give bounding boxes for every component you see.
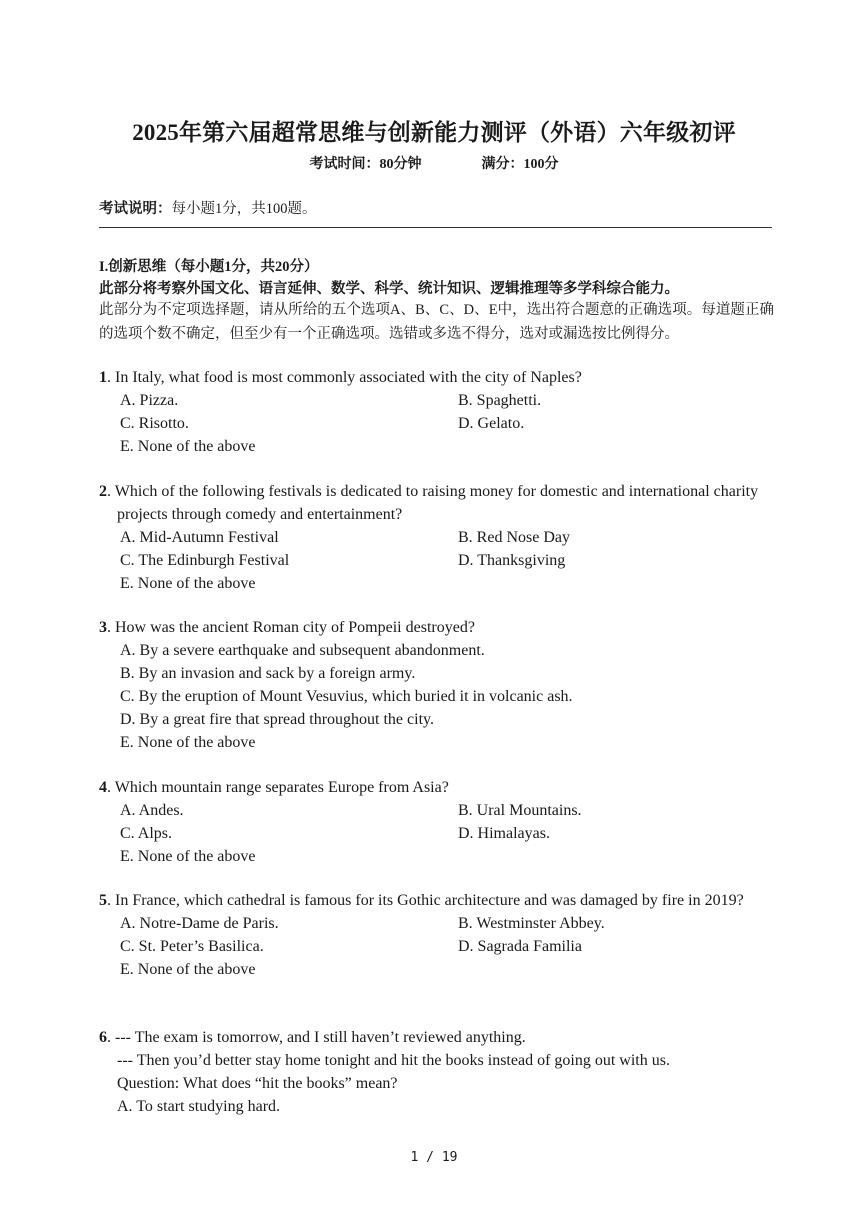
exam-time: 考试时间：80分钟 <box>309 157 422 172</box>
exam-meta <box>0 153 868 173</box>
question-5 <box>99 889 774 981</box>
option-c: C. The Edinburgh Festival <box>120 552 290 569</box>
section-subtitle: 此部分将考察外国文化、语言延伸、数学、科学、统计知识、逻辑推理等多学科综合能力。 <box>99 281 679 297</box>
options <box>120 912 774 981</box>
dialogue-line: --- Then you’d better stay home tonight and hit the books instead of going out with us. <box>117 1052 670 1069</box>
question-stem: 1. In Italy, what food is most commonly associated with the city of Naples? <box>99 369 582 386</box>
exam-title: 2025年第六届超常思维与创新能力测评（外语）六年级初评 <box>132 120 736 145</box>
option-a: A. Notre-Dame de Paris. <box>120 915 279 932</box>
question-1 <box>99 366 774 458</box>
divider <box>99 227 772 228</box>
question-prompt: Question: What does “hit the books” mean? <box>117 1075 398 1092</box>
option-a: A. Pizza. <box>120 392 179 409</box>
option-d: D. Thanksgiving <box>458 552 566 569</box>
option-e: E. None of the above <box>120 961 256 978</box>
option-a: A. Mid-Autumn Festival <box>120 529 279 546</box>
question-stem: 3. How was the ancient Roman city of Pompeii destroyed? <box>99 619 475 636</box>
option-c: C. By the eruption of Mount Vesuvius, which buried it in volcanic ash. <box>120 688 573 705</box>
options <box>120 799 774 868</box>
option-b: B. Spaghetti. <box>458 392 542 409</box>
question-number: 4 <box>99 779 107 796</box>
question-3 <box>99 616 774 754</box>
question-number: 3 <box>99 619 107 636</box>
question-number: 5 <box>99 892 107 909</box>
section-description: 此部分为不定项选择题，请从所给的五个选项A、B、C、D、E中，选出符合题意的正确选项。每道题正确的选项个数不确定，但至少有一个正确选项。选错或多选不得分，选对或漏选按比例得分。 <box>99 302 774 342</box>
option-a: A. Andes. <box>120 802 184 819</box>
option-b: B. By an invasion and sack by a foreign army. <box>120 665 416 682</box>
question-stem: 6. --- The exam is tomorrow, and I still haven’t reviewed anything. <box>99 1029 526 1046</box>
section-title: I.创新思维（每小题1分，共20分） <box>99 259 319 275</box>
question-stem: 2. Which of the following festivals is dedicated to raising money for domestic and international charity projects through comedy and entertainment? <box>99 483 759 523</box>
option-a: A. To start studying hard. <box>117 1098 281 1115</box>
option-d: D. Himalayas. <box>458 825 550 842</box>
option-b: B. Red Nose Day <box>458 529 570 546</box>
option-c: C. Alps. <box>120 825 173 842</box>
option-e: E. None of the above <box>120 575 256 592</box>
exam-full-score: 满分：100分 <box>481 157 559 172</box>
page-number: 1 / 19 <box>410 1150 458 1165</box>
question-2 <box>99 480 774 595</box>
option-a: A. By a severe earthquake and subsequent abandonment. <box>120 642 485 659</box>
option-b: B. Ural Mountains. <box>458 802 582 819</box>
instructions-label: 考试说明： <box>99 201 172 217</box>
option-e: E. None of the above <box>120 734 256 751</box>
question-number: 6 <box>99 1029 107 1046</box>
options <box>99 639 774 754</box>
question-stem: 5. In France, which cathedral is famous for its Gothic architecture and was damaged by fire in 2019? <box>99 892 744 909</box>
option-e: E. None of the above <box>120 438 256 455</box>
options <box>120 389 774 458</box>
option-d: D. Sagrada Familia <box>458 938 582 955</box>
option-b: B. Westminster Abbey. <box>458 915 605 932</box>
option-d: D. Gelato. <box>458 415 525 432</box>
question-4 <box>99 776 774 868</box>
question-number: 2 <box>99 483 107 500</box>
exam-instructions <box>99 197 317 218</box>
option-c: C. Risotto. <box>120 415 189 432</box>
option-d: D. By a great fire that spread throughout the city. <box>120 711 434 728</box>
option-c: C. St. Peter’s Basilica. <box>120 938 264 955</box>
options <box>120 526 774 595</box>
option-e: E. None of the above <box>120 848 256 865</box>
question-number: 1 <box>99 369 107 386</box>
instructions-text: 每小题1分，共100题。 <box>171 201 317 217</box>
question-stem: 4. Which mountain range separates Europe from Asia? <box>99 779 449 796</box>
question-6 <box>99 1026 774 1118</box>
